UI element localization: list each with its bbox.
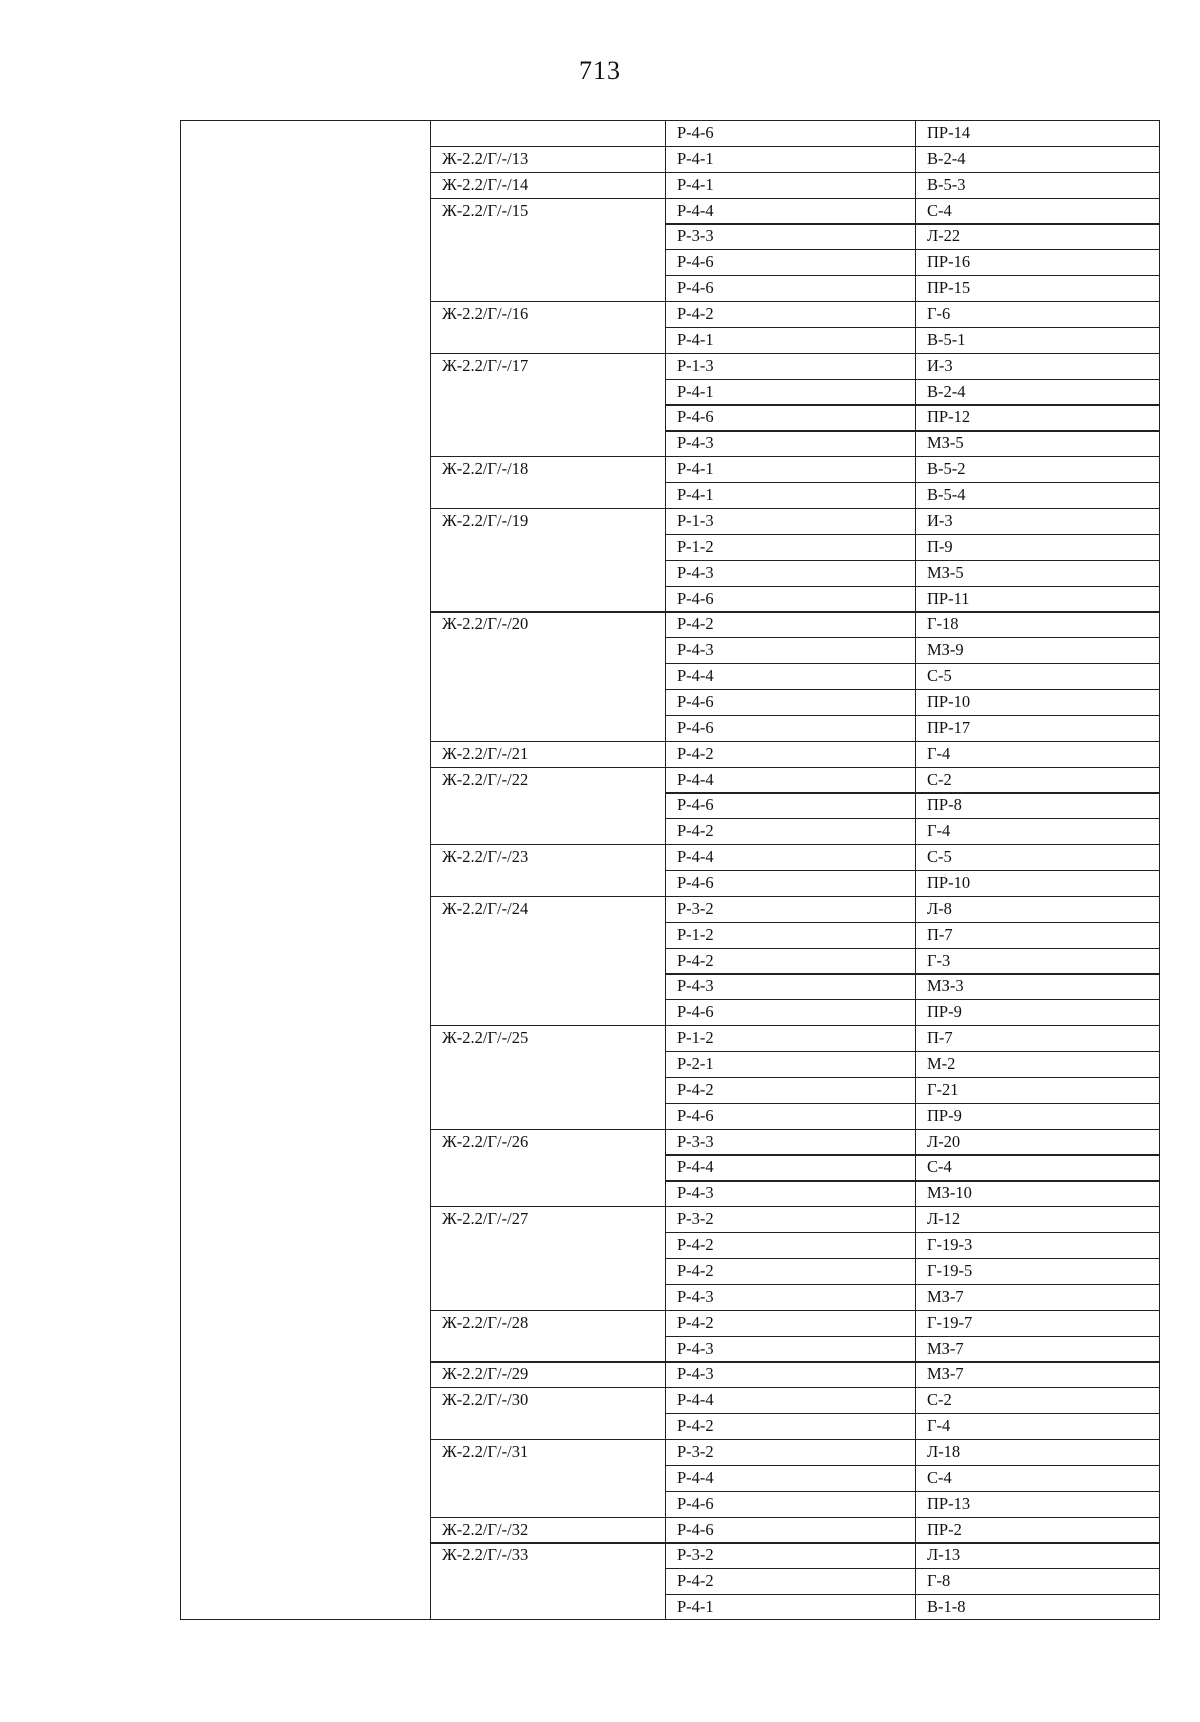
code-cell: Р-4-4 <box>677 666 714 686</box>
row-divider <box>665 172 1160 173</box>
group-divider <box>430 1310 665 1311</box>
code-cell: Р-4-1 <box>677 174 714 194</box>
row-divider <box>665 1206 1160 1207</box>
code-cell: Р-3-2 <box>677 898 714 918</box>
reference-cell: ПР-10 <box>927 873 971 892</box>
row-divider <box>665 223 1160 224</box>
code-cell: Р-4-6 <box>677 252 714 272</box>
reference-cell: Л-18 <box>927 1441 961 1461</box>
row-divider <box>665 1077 1160 1078</box>
group-id-cell: Ж-2.2/Г/-/30 <box>442 1390 529 1410</box>
code-cell: Р-4-1 <box>677 459 714 479</box>
reference-cell: МЗ-3 <box>927 976 964 996</box>
row-divider <box>665 198 1160 199</box>
row-divider <box>665 1413 1160 1414</box>
row-divider <box>665 1336 1160 1337</box>
group-id-cell: Ж-2.2/Г/-/26 <box>442 1131 529 1151</box>
reference-cell: И-3 <box>927 510 953 530</box>
row-divider <box>665 379 1160 380</box>
group-divider <box>430 1025 665 1026</box>
reference-cell: С-4 <box>927 1157 952 1177</box>
code-cell: Р-4-3 <box>677 562 714 582</box>
code-cell: Р-4-2 <box>677 1235 714 1255</box>
code-cell: Р-3-2 <box>677 1545 714 1565</box>
group-divider <box>430 172 665 173</box>
reference-cell: МЗ-7 <box>927 1338 964 1358</box>
code-cell: Р-1-2 <box>677 1028 714 1048</box>
reference-cell: С-4 <box>927 200 952 220</box>
code-cell: Р-4-4 <box>677 847 714 867</box>
code-cell: Р-3-2 <box>677 1209 714 1229</box>
reference-cell: ПР-9 <box>927 1002 962 1022</box>
reference-cell: Г-6 <box>927 304 951 324</box>
row-divider <box>665 1542 1160 1543</box>
group-divider <box>430 1206 665 1207</box>
row-divider <box>665 534 1160 535</box>
code-cell: Р-4-1 <box>677 148 714 168</box>
code-cell: Р-2-1 <box>677 1054 714 1074</box>
reference-cell: МЗ-7 <box>927 1286 964 1306</box>
row-divider <box>665 249 1160 250</box>
row-divider <box>665 430 1160 431</box>
reference-cell: Г-4 <box>927 743 951 763</box>
code-cell: Р-4-1 <box>677 381 714 401</box>
code-cell: Р-4-4 <box>677 200 714 220</box>
reference-cell: М-2 <box>927 1054 956 1074</box>
code-cell: Р-4-4 <box>677 1157 714 1177</box>
code-cell: Р-3-3 <box>677 1131 714 1151</box>
code-cell: Р-4-2 <box>677 304 714 324</box>
row-divider <box>665 611 1160 612</box>
reference-cell: Г-4 <box>927 1416 951 1436</box>
row-divider <box>665 508 1160 509</box>
group-id-cell: Ж-2.2/Г/-/31 <box>442 1441 529 1461</box>
row-divider <box>665 1439 1160 1440</box>
row-divider <box>665 663 1160 664</box>
row-divider <box>665 301 1160 302</box>
reference-cell: ПР-10 <box>927 691 971 711</box>
group-divider <box>430 1129 665 1130</box>
code-cell: Р-4-2 <box>677 1312 714 1332</box>
row-divider <box>665 353 1160 354</box>
code-cell: Р-4-6 <box>677 1493 714 1513</box>
reference-cell: Г-3 <box>927 950 951 970</box>
code-cell: Р-1-2 <box>677 924 714 944</box>
row-divider <box>665 741 1160 742</box>
group-id-cell: Ж-2.2/Г/-/17 <box>442 355 529 375</box>
reference-cell: С-2 <box>927 769 952 789</box>
code-cell: Р-4-6 <box>677 873 714 892</box>
group-id-cell <box>430 120 665 146</box>
row-divider <box>665 1025 1160 1026</box>
reference-cell: ПР-12 <box>927 407 971 427</box>
group-divider <box>430 844 665 845</box>
row-divider <box>665 1310 1160 1311</box>
code-cell: Р-4-6 <box>677 1105 714 1125</box>
group-id-cell: Ж-2.2/Г/-/19 <box>442 510 529 530</box>
row-divider <box>665 689 1160 690</box>
reference-cell: МЗ-5 <box>927 433 964 453</box>
reference-cell: Г-4 <box>927 821 951 841</box>
group-divider <box>430 353 665 354</box>
reference-cell: Г-8 <box>927 1571 951 1591</box>
row-divider <box>665 146 1160 147</box>
row-divider <box>665 456 1160 457</box>
group-id-cell: Ж-2.2/Г/-/15 <box>442 200 529 220</box>
reference-cell: С-2 <box>927 1390 952 1410</box>
reference-cell: ПР-15 <box>927 278 971 298</box>
reference-cell: ПР-11 <box>927 588 970 608</box>
code-cell: Р-4-1 <box>677 1597 714 1617</box>
column-border-0 <box>180 120 181 1620</box>
row-divider <box>665 1387 1160 1388</box>
row-divider <box>665 1284 1160 1285</box>
reference-cell: Г-21 <box>927 1079 959 1099</box>
group-divider <box>430 508 665 509</box>
code-cell: Р-4-2 <box>677 1079 714 1099</box>
row-divider <box>665 1517 1160 1518</box>
code-table <box>180 120 1160 1620</box>
reference-cell: Г-18 <box>927 614 959 634</box>
code-cell: Р-4-2 <box>677 1416 714 1436</box>
reference-cell: ПР-13 <box>927 1493 971 1513</box>
group-id-cell: Ж-2.2/Г/-/16 <box>442 304 529 324</box>
reference-cell: ПР-9 <box>927 1105 962 1125</box>
reference-cell: В-5-2 <box>927 459 966 479</box>
row-divider <box>665 767 1160 768</box>
reference-cell: ПР-2 <box>927 1519 962 1539</box>
row-divider <box>665 560 1160 561</box>
code-cell: Р-4-3 <box>677 1286 714 1306</box>
code-cell: Р-4-6 <box>677 1002 714 1022</box>
reference-cell: С-5 <box>927 666 952 686</box>
reference-cell: Г-19-7 <box>927 1312 973 1332</box>
reference-cell: Л-13 <box>927 1545 961 1565</box>
code-cell: Р-4-3 <box>677 1183 714 1203</box>
row-divider <box>665 1361 1160 1362</box>
code-cell: Р-3-2 <box>677 1441 714 1461</box>
row-divider <box>665 792 1160 793</box>
code-cell: Р-4-6 <box>677 717 714 737</box>
reference-cell: МЗ-10 <box>927 1183 972 1203</box>
code-cell: Р-4-6 <box>677 1519 714 1539</box>
reference-cell: Л-20 <box>927 1131 961 1151</box>
code-cell: Р-4-3 <box>677 1338 714 1358</box>
row-divider <box>665 482 1160 483</box>
reference-cell: В-1-8 <box>927 1597 966 1617</box>
group-divider <box>430 456 665 457</box>
group-id-cell: Ж-2.2/Г/-/13 <box>442 148 529 168</box>
code-cell: Р-3-3 <box>677 226 714 246</box>
reference-cell: Л-22 <box>927 226 961 246</box>
group-divider <box>430 1387 665 1388</box>
reference-cell: С-4 <box>927 1467 952 1487</box>
code-cell: Р-4-6 <box>677 691 714 711</box>
row-divider <box>665 870 1160 871</box>
reference-cell: С-5 <box>927 847 952 867</box>
reference-cell: ПР-16 <box>927 252 971 272</box>
row-divider <box>665 1232 1160 1233</box>
group-id-cell: Ж-2.2/Г/-/32 <box>442 1519 529 1539</box>
row-divider <box>665 1051 1160 1052</box>
group-divider <box>430 301 665 302</box>
code-cell: Р-4-2 <box>677 950 714 970</box>
row-divider <box>665 1180 1160 1181</box>
group-divider <box>430 1439 665 1440</box>
code-cell: Р-4-6 <box>677 795 714 815</box>
group-id-cell: Ж-2.2/Г/-/23 <box>442 847 529 867</box>
row-divider <box>665 715 1160 716</box>
group-divider <box>430 611 665 612</box>
row-divider <box>665 1568 1160 1569</box>
code-cell: Р-4-6 <box>677 407 714 427</box>
reference-cell: ПР-14 <box>927 123 971 142</box>
code-cell: Р-4-2 <box>677 821 714 841</box>
row-divider <box>665 1465 1160 1466</box>
reference-cell: П-7 <box>927 1028 953 1048</box>
code-cell: Р-4-1 <box>677 329 714 349</box>
group-id-cell: Ж-2.2/Г/-/33 <box>442 1545 529 1565</box>
group-divider <box>430 1542 665 1543</box>
reference-cell: МЗ-7 <box>927 1364 964 1384</box>
reference-cell: В-2-4 <box>927 381 966 401</box>
code-cell: Р-4-2 <box>677 1571 714 1591</box>
row-divider <box>665 948 1160 949</box>
row-divider <box>665 922 1160 923</box>
group-divider <box>430 767 665 768</box>
group-divider <box>430 741 665 742</box>
reference-cell: П-9 <box>927 536 953 556</box>
reference-cell: В-5-3 <box>927 174 966 194</box>
group-id-cell: Ж-2.2/Г/-/27 <box>442 1209 529 1229</box>
row-divider <box>665 973 1160 974</box>
code-cell: Р-4-4 <box>677 1390 714 1410</box>
reference-cell: Г-19-5 <box>927 1260 973 1280</box>
reference-cell: Л-12 <box>927 1209 961 1229</box>
reference-cell: П-7 <box>927 924 953 944</box>
group-id-cell: Ж-2.2/Г/-/25 <box>442 1028 529 1048</box>
page-number: 713 <box>579 56 621 85</box>
row-divider <box>665 586 1160 587</box>
code-cell: Р-4-6 <box>677 278 714 298</box>
row-divider <box>665 999 1160 1000</box>
code-cell: Р-4-3 <box>677 1364 714 1384</box>
group-id-cell: Ж-2.2/Г/-/18 <box>442 459 529 479</box>
code-cell: Р-1-3 <box>677 510 714 530</box>
code-cell: Р-1-3 <box>677 355 714 375</box>
code-cell: Р-4-3 <box>677 976 714 996</box>
group-id-cell: Ж-2.2/Г/-/28 <box>442 1312 529 1332</box>
reference-cell: МЗ-9 <box>927 640 964 660</box>
group-id-cell: Ж-2.2/Г/-/24 <box>442 898 529 918</box>
reference-cell: В-2-4 <box>927 148 966 168</box>
row-divider <box>665 275 1160 276</box>
code-cell: Р-4-3 <box>677 433 714 453</box>
row-divider <box>665 844 1160 845</box>
group-divider <box>430 198 665 199</box>
code-cell: Р-4-6 <box>677 588 714 608</box>
row-divider <box>665 327 1160 328</box>
group-id-cell: Ж-2.2/Г/-/14 <box>442 174 529 194</box>
group-id-cell: Ж-2.2/Г/-/22 <box>442 769 529 789</box>
reference-cell: Л-8 <box>927 898 952 918</box>
row-divider <box>665 1154 1160 1155</box>
group-id-cell: Ж-2.2/Г/-/21 <box>442 743 529 763</box>
row-divider <box>665 1129 1160 1130</box>
code-cell: Р-4-2 <box>677 743 714 763</box>
reference-cell: ПР-17 <box>927 717 971 737</box>
code-cell: Р-4-2 <box>677 1260 714 1280</box>
row-divider <box>665 1258 1160 1259</box>
code-cell: Р-4-1 <box>677 485 714 505</box>
reference-cell: Г-19-3 <box>927 1235 973 1255</box>
reference-cell: ПР-8 <box>927 795 962 815</box>
code-cell: Р-4-2 <box>677 614 714 634</box>
row-divider <box>665 1594 1160 1595</box>
group-id-cell: Ж-2.2/Г/-/20 <box>442 614 529 634</box>
code-cell: Р-4-6 <box>677 123 714 142</box>
code-cell: Р-1-2 <box>677 536 714 556</box>
code-cell: Р-4-4 <box>677 1467 714 1487</box>
row-divider <box>665 818 1160 819</box>
code-cell: Р-4-3 <box>677 640 714 660</box>
reference-cell: И-3 <box>927 355 953 375</box>
reference-cell: В-5-1 <box>927 329 966 349</box>
group-divider <box>430 1517 665 1518</box>
reference-cell: МЗ-5 <box>927 562 964 582</box>
row-divider <box>665 896 1160 897</box>
row-divider <box>665 1103 1160 1104</box>
row-divider <box>665 404 1160 405</box>
code-cell: Р-4-4 <box>677 769 714 789</box>
reference-cell: В-5-4 <box>927 485 966 505</box>
group-id-cell: Ж-2.2/Г/-/29 <box>442 1364 529 1384</box>
group-divider <box>430 1361 665 1362</box>
group-divider <box>430 146 665 147</box>
row-divider <box>665 637 1160 638</box>
group-divider <box>430 896 665 897</box>
row-divider <box>665 1491 1160 1492</box>
